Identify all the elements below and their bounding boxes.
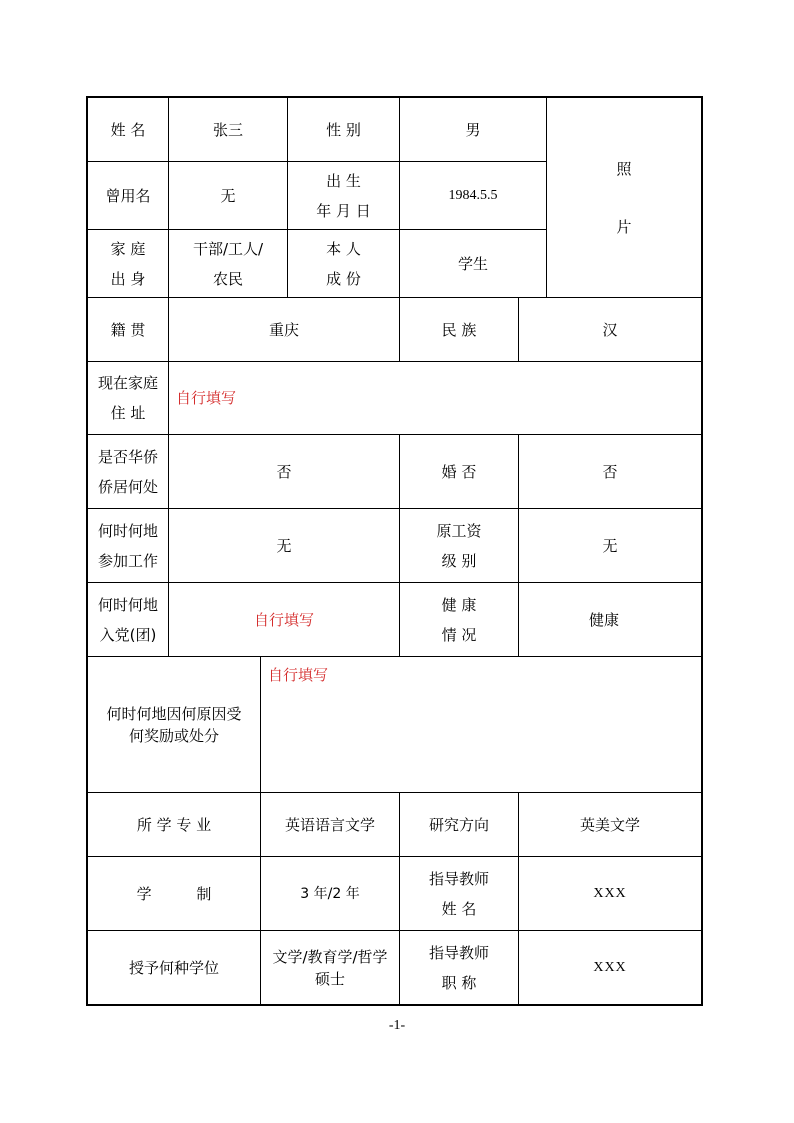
family-value-line1: 干部/工人/ <box>192 239 264 258</box>
system-label <box>88 857 260 930</box>
degree-label-text: 授予何种学位 <box>128 958 219 977</box>
address-label-line1: 现在家庭 <box>97 374 158 392</box>
overseas-label-line2: 侨居何处 <box>97 477 158 496</box>
award-value <box>261 660 701 792</box>
marriage-label-text: 婚 否 <box>441 462 477 481</box>
birth-label-line1: 出 生 <box>326 171 361 190</box>
advisor-name-label-line1: 指导教师 <box>428 869 489 888</box>
degree-value-line1: 文学/教育学/哲学 <box>272 947 388 966</box>
name-label <box>88 98 168 161</box>
photo-box <box>547 98 701 297</box>
major-label-text: 所 学 专 业 <box>136 815 212 834</box>
family-value <box>169 230 287 297</box>
salary-label-line1: 原工资 <box>436 521 482 540</box>
ethnic-value-text: 汉 <box>602 320 618 339</box>
major-value-text: 英语语言文学 <box>284 815 375 834</box>
research-value <box>519 793 701 856</box>
advisor-name-label-line2: 姓 名 <box>441 899 477 918</box>
address-value <box>169 362 701 434</box>
party-label-line2: 入党(团) <box>99 625 157 644</box>
advisor-title-label <box>400 931 518 1004</box>
advisor-title-value <box>519 931 701 1004</box>
marriage-value <box>519 435 701 508</box>
advisor-name-value-text: XXX <box>593 885 627 901</box>
degree-value <box>261 931 399 1004</box>
address-value-text: 自行填写 <box>176 389 237 407</box>
system-value <box>261 857 399 930</box>
name-value-text: 张三 <box>212 120 243 139</box>
name-value <box>169 98 287 161</box>
advisor-title-label-line1: 指导教师 <box>428 943 489 962</box>
family-label-line1: 家 庭 <box>110 239 146 258</box>
party-label <box>88 583 168 656</box>
page-number: -1- <box>388 1018 406 1033</box>
overseas-label-line1: 是否华侨 <box>97 447 158 466</box>
personal-value-text: 学生 <box>457 254 488 273</box>
former-name-label <box>88 162 168 229</box>
work-value-text: 无 <box>276 536 292 555</box>
native-label-text: 籍 贯 <box>110 320 146 339</box>
personal-label <box>288 230 399 297</box>
border-right <box>701 96 703 1006</box>
award-label-line2: 何奖励或处分 <box>128 726 219 745</box>
research-label <box>400 793 518 856</box>
health-value-text: 健康 <box>588 610 619 629</box>
health-label-line2: 情 况 <box>441 625 477 644</box>
advisor-name-value <box>519 857 701 930</box>
gender-value-text: 男 <box>465 120 481 139</box>
research-value-text: 英美文学 <box>579 815 640 834</box>
birth-value-text: 1984.5.5 <box>448 187 498 203</box>
photo-label-line2: 片 <box>616 217 632 236</box>
salary-value-text: 无 <box>602 536 618 555</box>
marriage-value-text: 否 <box>602 462 618 481</box>
health-value <box>519 583 689 656</box>
salary-value <box>519 509 701 582</box>
overseas-value-text: 否 <box>276 462 292 481</box>
research-label-text: 研究方向 <box>428 815 489 834</box>
award-label <box>88 657 260 792</box>
overseas-label <box>88 435 168 508</box>
major-label <box>88 793 260 856</box>
birth-value <box>400 162 546 229</box>
degree-label <box>88 931 260 1004</box>
work-label <box>88 509 168 582</box>
native-value-text: 重庆 <box>268 320 299 339</box>
advisor-title-label-line2: 职 称 <box>441 973 477 992</box>
gender-label-text: 性 别 <box>326 120 361 139</box>
ethnic-label-text: 民 族 <box>441 320 477 339</box>
system-value-text: 3 年/2 年 <box>300 885 360 902</box>
marriage-label <box>400 435 518 508</box>
party-value-text: 自行填写 <box>253 610 314 629</box>
work-label-line1: 何时何地 <box>97 521 158 540</box>
address-label-line2: 住 址 <box>110 404 146 422</box>
award-value-text: 自行填写 <box>268 666 329 684</box>
family-label <box>88 230 168 297</box>
ethnic-value <box>519 298 701 361</box>
work-value <box>169 509 399 582</box>
salary-label <box>400 509 518 582</box>
advisor-name-label <box>400 857 518 930</box>
border-bottom <box>86 1004 703 1006</box>
personal-label-line2: 成 份 <box>326 269 361 288</box>
former-name-label-text: 曾用名 <box>105 186 151 205</box>
salary-label-line2: 级 别 <box>441 551 477 570</box>
native-label <box>88 298 168 361</box>
former-name-value-text: 无 <box>220 186 236 205</box>
award-label-line1: 何时何地因何原因受 <box>106 704 242 723</box>
native-value <box>169 298 399 361</box>
gender-label <box>288 98 399 161</box>
personal-label-line1: 本 人 <box>326 239 361 258</box>
overseas-value <box>169 435 399 508</box>
name-label-text: 姓 名 <box>110 120 146 139</box>
health-label-line1: 健 康 <box>441 595 477 614</box>
party-value <box>169 583 399 656</box>
party-label-line1: 何时何地 <box>97 595 158 614</box>
birth-label-line2: 年 月 日 <box>316 201 371 220</box>
health-label <box>400 583 518 656</box>
address-label <box>88 362 168 434</box>
photo-label-line1: 照 <box>616 159 632 178</box>
personal-value <box>400 230 546 297</box>
system-label-text: 学 制 <box>136 884 212 903</box>
major-value <box>261 793 399 856</box>
degree-value-line2: 硕士 <box>314 969 345 988</box>
family-value-line2: 农民 <box>212 269 243 288</box>
advisor-title-value-text: XXX <box>593 959 627 975</box>
gender-value <box>400 98 546 161</box>
ethnic-label <box>400 298 518 361</box>
birth-label <box>288 162 399 229</box>
former-name-value <box>169 162 287 229</box>
family-label-line2: 出 身 <box>110 269 146 288</box>
work-label-line2: 参加工作 <box>97 551 158 570</box>
